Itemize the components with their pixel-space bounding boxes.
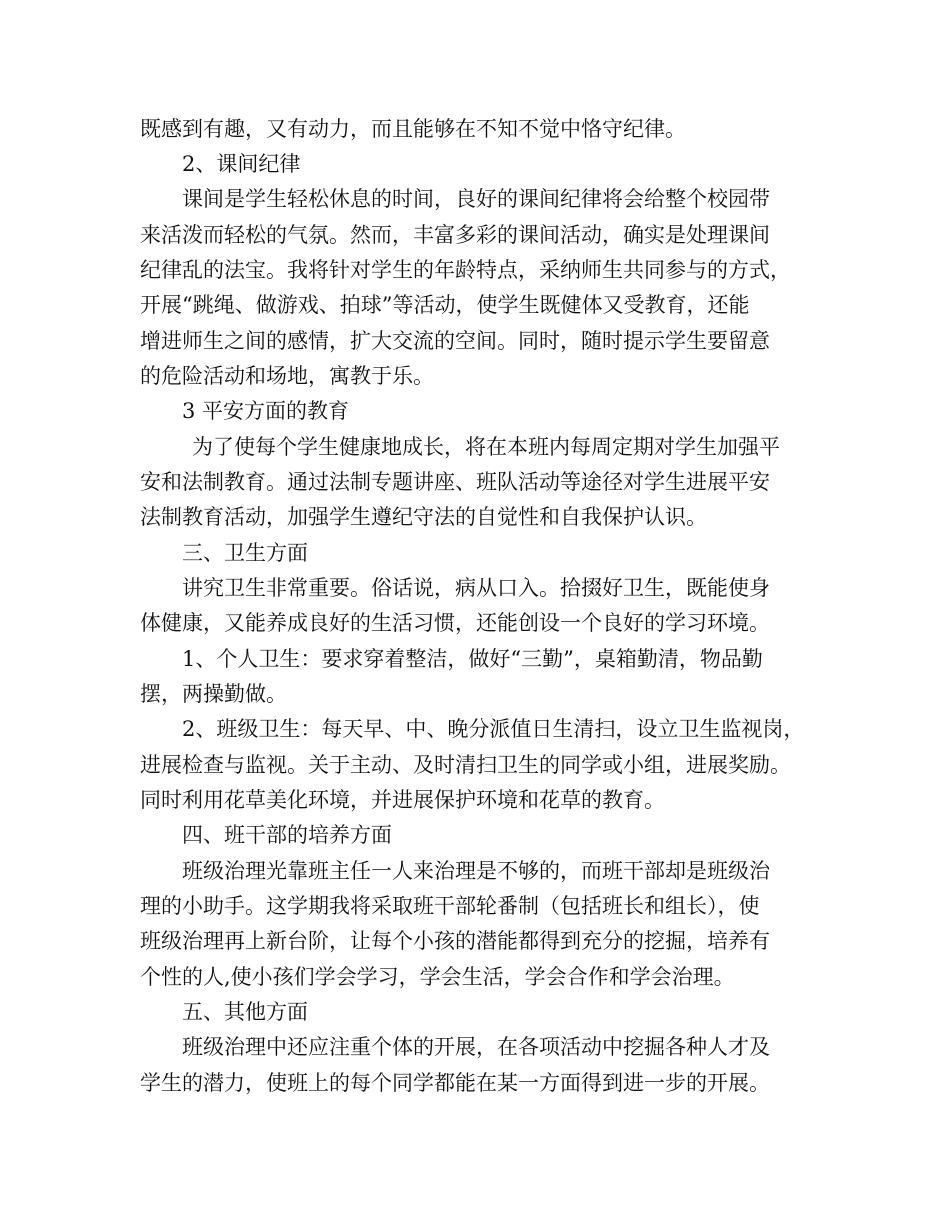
- text-line: 法制教育活动，加强学生遵纪守法的自觉性和自我保护认识。: [140, 505, 707, 529]
- section-heading: 2、课间纪律: [182, 152, 301, 176]
- text-line: 安和法制教育。通过法制专题讲座、班队活动等途径对学生进展平安: [140, 470, 770, 494]
- text-line: 开展“跳绳、做游戏、拍球”等活动，使学生既健体又受教育，还能: [140, 293, 750, 317]
- text-line: 班级治理中还应注重个体的开展，在各项活动中挖掘各种人才及: [182, 1035, 770, 1059]
- text-line: 班级治理再上新台阶，让每个小孩的潜能都得到充分的挖掘，培养有: [140, 929, 770, 953]
- text-line: 的危险活动和场地，寓教于乐。: [140, 364, 434, 388]
- text-line: 理的小助手。这学期我将采取班干部轮番制（包括班长和组长），使: [140, 894, 760, 918]
- text-line: 增进师生之间的感情，扩大交流的空间。同时，随时提示学生要留意: [140, 329, 770, 353]
- text-line: 来活泼而轻松的气氛。然而，丰富多彩的课间活动，确实是处理课间: [140, 223, 770, 247]
- section-heading: 三、卫生方面: [182, 541, 308, 565]
- text-line: 班级治理光靠班主任一人来治理是不够的，而班干部却是班级治: [182, 859, 770, 883]
- text-line: 个性的人,使小孩们学会学习，学会生活，学会合作和学会治理。: [140, 965, 735, 989]
- text-line: 既感到有趣，又有动力，而且能够在不知不觉中恪守纪律。: [140, 117, 686, 141]
- section-heading: 五、其他方面: [182, 1000, 308, 1024]
- text-line: 进展检查与监视。关于主动、及时清扫卫生的同学或小组，进展奖励。: [140, 753, 791, 777]
- text-line: 1、个人卫生：要求穿着整洁，做好“三勤”，桌箱勤清，物品勤: [182, 647, 763, 671]
- text-line: 摆，两操勤做。: [140, 682, 287, 706]
- section-heading: 3 平安方面的教育: [182, 399, 350, 423]
- text-line: 体健康，又能养成良好的生活习惯，还能创设一个良好的学习环境。: [140, 611, 770, 635]
- text-line: 2、班级卫生：每天早、中、晚分派值日生清扫，设立卫生监视岗，: [182, 717, 805, 741]
- text-line: 为了使每个学生健康地成长，将在本班内每周定期对学生加强平: [192, 435, 780, 459]
- text-line: 学生的潜力，使班上的每个同学都能在某一方面得到进一步的开展。: [140, 1071, 770, 1095]
- text-line: 同时利用花草美化环境，并进展保护环境和花草的教育。: [140, 788, 665, 812]
- text-line: 纪律乱的法宝。我将针对学生的年龄特点，采纳师生共同参与的方式，: [140, 258, 791, 282]
- section-heading: 四、班干部的培养方面: [182, 823, 392, 847]
- text-line: 讲究卫生非常重要。俗话说，病从口入。拾掇好卫生，既能使身: [182, 576, 770, 600]
- text-line: 课间是学生轻松休息的时间，良好的课间纪律将会给整个校园带: [182, 187, 770, 211]
